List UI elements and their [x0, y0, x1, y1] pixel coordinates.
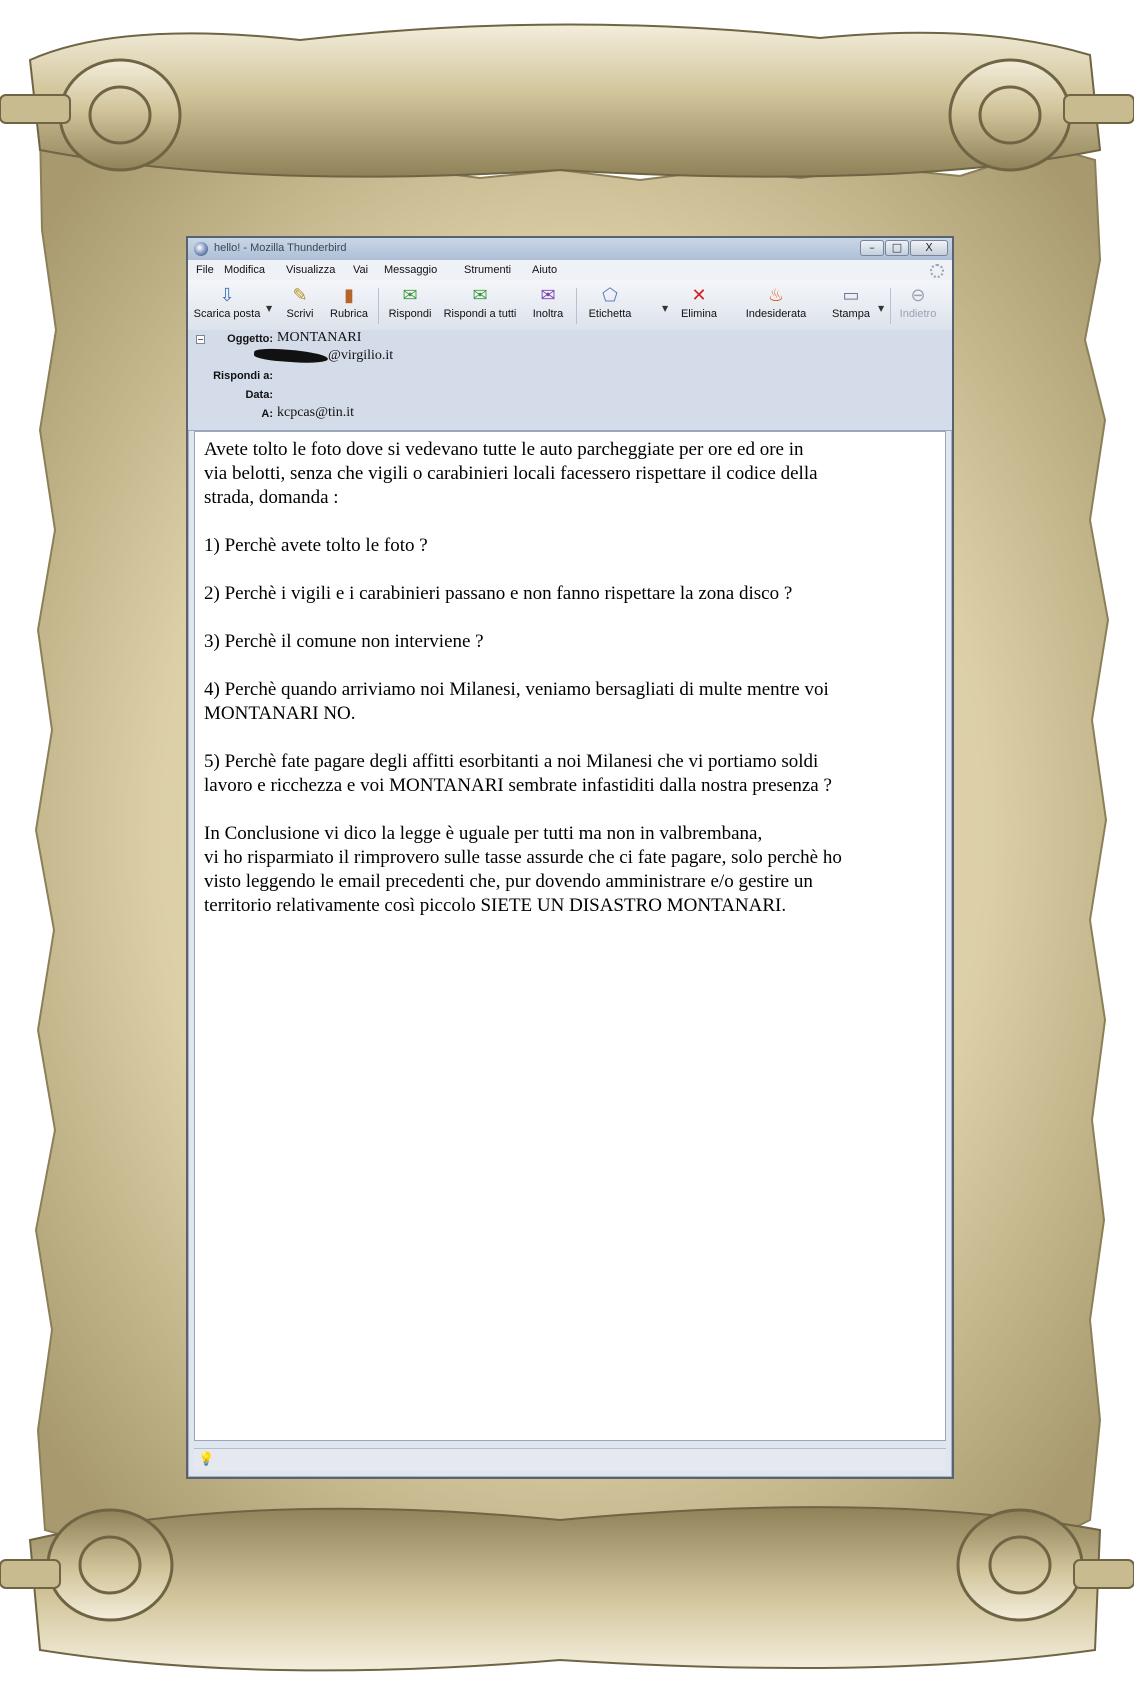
- back-button[interactable]: [894, 284, 942, 320]
- message-paragraph: 2) Perchè i vigili e i carabinieri passano e non fanno rispettare la zona disco ?: [204, 583, 793, 604]
- collapse-headers-icon[interactable]: −: [197, 335, 204, 344]
- delete-button[interactable]: [676, 284, 722, 320]
- tag-icon: ⬠: [602, 285, 618, 305]
- message-body[interactable]: [194, 431, 946, 1441]
- subject-value: MONTANARI: [277, 330, 362, 345]
- window-title: hello! - Mozilla Thunderbird: [214, 242, 347, 254]
- reply-label: Rispondi: [388, 308, 432, 320]
- print-dropdown-icon[interactable]: ▼: [878, 304, 885, 313]
- menu-strumenti[interactable]: Strumenti: [464, 264, 512, 276]
- redacted-sender-mark: [254, 347, 329, 364]
- get-mail-icon: ⇩: [219, 285, 235, 305]
- menu-messaggio[interactable]: Messaggio: [384, 264, 438, 276]
- menu-visualizza[interactable]: Visualizza: [286, 264, 336, 276]
- delete-label: Elimina: [680, 308, 718, 320]
- delete-icon: ✕: [691, 285, 707, 305]
- pencil-icon: ✎: [292, 285, 308, 305]
- lightbulb-icon: 💡: [198, 1452, 215, 1467]
- to-label: A:: [261, 408, 273, 420]
- junk-label: Indesiderata: [745, 308, 807, 320]
- forward-label: Inoltra: [532, 308, 564, 320]
- thunderbird-icon: [194, 242, 208, 256]
- date-label: Data:: [245, 389, 273, 401]
- menu-bar: [188, 260, 952, 281]
- status-bar: [194, 1448, 946, 1471]
- message-paragraph: 3) Perchè il comune non interviene ?: [204, 631, 484, 652]
- message-paragraph: In Conclusione vi dico la legge è uguale per tutti ma non in valbrembana, vi ho risparmiato il rimprovero sulle tasse assurde che ci fate pagare, solo perchè ho visto leggendo le email precedenti che, pur dovendo amministrare e/o gestire un territorio relativamente così piccolo SIETE UN DISASTRO MONTANARI.: [204, 823, 842, 916]
- write-button[interactable]: [280, 284, 320, 320]
- message-paragraph: 1) Perchè avete tolto le foto ?: [204, 535, 428, 556]
- menu-vai[interactable]: Vai: [353, 264, 369, 276]
- back-icon: ⊖: [910, 285, 926, 305]
- tag-dropdown-icon[interactable]: ▼: [662, 304, 669, 313]
- menu-file[interactable]: File: [196, 264, 214, 276]
- address-book-button[interactable]: [326, 284, 372, 320]
- message-paragraph: 4) Perchè quando arriviamo noi Milanesi, veniamo bersagliati di multe mentre voi MONTANARI NO.: [204, 679, 829, 724]
- reply-all-icon: ✉: [472, 285, 488, 305]
- message-paragraph: Avete tolto le foto dove si vedevano tutte le auto parcheggiate per ore ed ore in via belotti, senza che vigili o carabinieri locali facessero rispettare il codice della strada, domanda :: [204, 439, 818, 508]
- title-bar[interactable]: [188, 238, 952, 261]
- forward-icon: ✉: [540, 285, 556, 305]
- print-label: Stampa: [832, 308, 870, 320]
- get-mail-dropdown-icon[interactable]: ▼: [266, 304, 273, 313]
- close-button[interactable]: X: [910, 240, 948, 256]
- message-headers: [188, 330, 952, 431]
- tag-button[interactable]: [582, 284, 638, 320]
- get-mail-label: Scarica posta: [193, 308, 261, 320]
- reply-all-label: Rispondi a tutti: [443, 308, 517, 320]
- forward-button[interactable]: [526, 284, 570, 320]
- reply-to-label: Rispondi a:: [213, 370, 273, 382]
- junk-icon: ♨: [767, 285, 785, 305]
- address-book-icon: ▮: [344, 285, 354, 305]
- tag-label: Etichetta: [588, 308, 632, 320]
- get-mail-button[interactable]: [190, 284, 264, 320]
- menu-aiuto[interactable]: Aiuto: [532, 264, 558, 276]
- minimize-button[interactable]: –: [860, 240, 884, 256]
- throbber-icon: [930, 264, 944, 278]
- thunderbird-window: [186, 236, 954, 1479]
- address-book-label: Rubrica: [330, 308, 368, 320]
- message-paragraph: 5) Perchè fate pagare degli affitti esorbitanti a noi Milanesi che vi portiamo soldi lavoro e ricchezza e voi MONTANARI sembrate infastiditi dalla nostra presenza ?: [204, 751, 832, 796]
- reply-all-button[interactable]: [438, 284, 522, 320]
- print-button[interactable]: [828, 284, 874, 320]
- junk-button[interactable]: [738, 284, 814, 320]
- menu-modifica[interactable]: Modifica: [224, 264, 265, 276]
- main-toolbar: [188, 280, 952, 331]
- to-value[interactable]: kcpcas@tin.it: [277, 405, 355, 420]
- maximize-button[interactable]: □: [885, 240, 909, 256]
- from-value[interactable]: @virgilio.it: [328, 348, 394, 363]
- back-label: Indietro: [899, 308, 937, 320]
- reply-icon: ✉: [402, 285, 418, 305]
- subject-label: Oggetto:: [227, 333, 273, 345]
- print-icon: ▭: [842, 285, 860, 305]
- write-label: Scrivi: [286, 308, 314, 320]
- reply-button[interactable]: [384, 284, 436, 320]
